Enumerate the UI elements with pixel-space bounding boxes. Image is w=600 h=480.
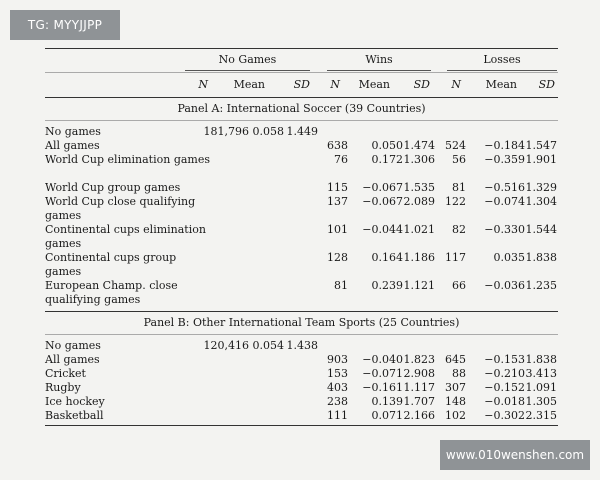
cell-losses-mean: −0.184 [484, 139, 525, 152]
row-label: World Cup close qualifying games [45, 195, 196, 222]
cell-wins-mean: 0.172 [371, 153, 403, 166]
row-label: Cricket [45, 367, 86, 380]
cell-wins-mean: 0.050 [371, 139, 403, 152]
cell-losses-sd: 1.091 [525, 381, 557, 394]
cell-wins-sd: 1.117 [403, 381, 435, 394]
table-row [45, 125, 558, 139]
row-label: World Cup group games [45, 181, 181, 194]
cell-losses-mean: −0.152 [484, 381, 525, 394]
table-row [45, 367, 558, 381]
row-label: European Champ. close qualifying games [45, 279, 178, 306]
table-row [45, 139, 558, 153]
cell-wins-sd: 1.121 [403, 279, 435, 292]
cell-wins-n: 101 [327, 223, 348, 236]
cell-losses-n: 148 [445, 395, 466, 408]
table-row [45, 353, 558, 367]
cell-wins-n: 903 [327, 353, 348, 366]
cell-losses-mean: −0.018 [484, 395, 525, 408]
cell-wins-sd: 1.823 [403, 353, 435, 366]
table-row [45, 381, 558, 395]
row-label: Continental cups elimination games [45, 223, 206, 250]
cell-losses-sd: 1.544 [525, 223, 557, 236]
cell-wins-n: 81 [334, 279, 348, 292]
cell-losses-sd: 1.329 [525, 181, 557, 194]
cell-wins-mean: −0.067 [362, 181, 403, 194]
table-row [45, 251, 558, 279]
cell-wins-n: 111 [327, 409, 348, 422]
cell-losses-mean: −0.302 [484, 409, 525, 422]
cell-wins-mean: −0.044 [362, 223, 403, 236]
cell-wins-n: 403 [327, 381, 348, 394]
panel-b-rows [45, 339, 558, 423]
cell-losses-n: 645 [445, 353, 466, 366]
cell-no-games-sd: 1.449 [286, 125, 318, 138]
cell-losses-n: 66 [452, 279, 466, 292]
panel-a-title: Panel A: International Soccer (39 Countries) [45, 98, 558, 121]
cell-losses-n: 524 [445, 139, 466, 152]
cell-losses-sd: 1.235 [525, 279, 557, 292]
row-label: Continental cups group games [45, 251, 177, 278]
cell-losses-n: 56 [452, 153, 466, 166]
cell-wins-n: 76 [334, 153, 348, 166]
cell-wins-sd: 1.474 [403, 139, 435, 152]
results-table [45, 48, 558, 426]
cell-losses-n: 102 [445, 409, 466, 422]
cell-no-games-n: 120,416 [203, 339, 249, 352]
table-row [45, 339, 558, 353]
cell-no-games-sd: 1.438 [286, 339, 318, 352]
cell-losses-mean: −0.036 [484, 279, 525, 292]
table-row [45, 153, 558, 181]
cell-losses-sd: 1.838 [525, 353, 557, 366]
cell-wins-mean: −0.071 [362, 367, 403, 380]
subheader-wins-mean: Mean [358, 78, 390, 91]
subheader-wins-sd: SD [413, 78, 430, 91]
row-label: Ice hockey [45, 395, 105, 408]
panel-a-rows [45, 125, 558, 307]
group-losses: Losses [447, 53, 557, 71]
cell-losses-mean: −0.330 [484, 223, 525, 236]
table-row [45, 223, 558, 251]
cell-losses-mean: −0.359 [484, 153, 525, 166]
cell-losses-mean: −0.074 [484, 195, 525, 208]
table-row [45, 409, 558, 423]
watermark-bottom-right: www.010wenshen.com [440, 440, 590, 470]
cell-losses-n: 82 [452, 223, 466, 236]
cell-losses-mean: −0.210 [484, 367, 525, 380]
subheader-losses-n: N [451, 78, 461, 91]
row-label: All games [45, 139, 100, 152]
cell-wins-sd: 1.186 [403, 251, 435, 264]
cell-losses-mean: −0.516 [484, 181, 525, 194]
subheader-losses-mean: Mean [485, 78, 517, 91]
cell-wins-sd: 2.089 [403, 195, 435, 208]
cell-losses-n: 81 [452, 181, 466, 194]
table-bottom-rule [45, 425, 558, 426]
subheader-no-games-n: N [198, 78, 208, 91]
cell-wins-mean: −0.040 [362, 353, 403, 366]
subheader-no-games-sd: SD [293, 78, 310, 91]
subheader-wins-n: N [330, 78, 340, 91]
cell-losses-sd: 3.413 [525, 367, 557, 380]
cell-wins-n: 638 [327, 139, 348, 152]
row-label: All games [45, 353, 100, 366]
cell-wins-sd: 1.535 [403, 181, 435, 194]
cell-losses-sd: 1.547 [525, 139, 557, 152]
cell-no-games-n: 181,796 [203, 125, 249, 138]
row-label: Basketball [45, 409, 104, 422]
sub-header-row [45, 73, 558, 98]
cell-losses-sd: 1.305 [525, 395, 557, 408]
row-label: Rugby [45, 381, 81, 394]
row-label: World Cup elimination games [45, 153, 210, 166]
cell-wins-sd: 1.306 [403, 153, 435, 166]
cell-losses-mean: −0.153 [484, 353, 525, 366]
cell-wins-n: 137 [327, 195, 348, 208]
cell-losses-sd: 1.901 [525, 153, 557, 166]
cell-wins-mean: −0.067 [362, 195, 403, 208]
cell-wins-mean: 0.139 [371, 395, 403, 408]
cell-wins-sd: 2.166 [403, 409, 435, 422]
cell-wins-mean: 0.239 [371, 279, 403, 292]
table-row [45, 395, 558, 409]
group-no-games: No Games [185, 53, 310, 71]
cell-losses-sd: 1.304 [525, 195, 557, 208]
cell-losses-n: 117 [445, 251, 466, 264]
row-label: No games [45, 339, 101, 352]
table-row [45, 181, 558, 195]
cell-losses-sd: 2.315 [525, 409, 557, 422]
cell-wins-n: 238 [327, 395, 348, 408]
subheader-losses-sd: SD [538, 78, 555, 91]
panel-b-title: Panel B: Other International Team Sports (25 Countries) [45, 311, 558, 335]
watermark-top-left: TG: MYYJJPP [10, 10, 120, 40]
cell-losses-n: 122 [445, 195, 466, 208]
cell-wins-n: 128 [327, 251, 348, 264]
cell-wins-sd: 1.021 [403, 223, 435, 236]
cell-no-games-mean: 0.058 [252, 125, 284, 138]
table-row [45, 195, 558, 223]
cell-losses-n: 307 [445, 381, 466, 394]
cell-wins-n: 115 [327, 181, 348, 194]
cell-wins-n: 153 [327, 367, 348, 380]
cell-wins-sd: 2.908 [403, 367, 435, 380]
subheader-no-games-mean: Mean [233, 78, 265, 91]
cell-wins-sd: 1.707 [403, 395, 435, 408]
cell-losses-n: 88 [452, 367, 466, 380]
cell-wins-mean: −0.161 [362, 381, 403, 394]
cell-losses-sd: 1.838 [525, 251, 557, 264]
table-row [45, 279, 558, 307]
cell-wins-mean: 0.071 [371, 409, 403, 422]
cell-no-games-mean: 0.054 [252, 339, 284, 352]
cell-wins-mean: 0.164 [371, 251, 403, 264]
group-header-row [45, 49, 558, 73]
cell-losses-mean: 0.035 [493, 251, 525, 264]
row-label: No games [45, 125, 101, 138]
group-wins: Wins [327, 53, 431, 71]
